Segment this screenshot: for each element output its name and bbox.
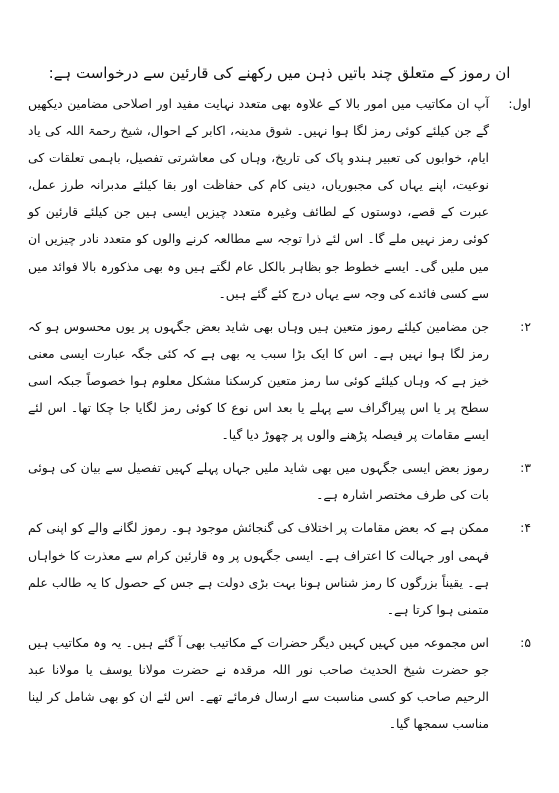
item-text: اس مجموعہ میں کہیں کہیں دیگر حضرات کے مکاتیب بھی آ گئے ہیں۔ یہ وہ مکاتیب ہیں جو حضرت شیخ الحدیث صاحب نور اللہ مرقدہ نے حضرت مولانا یوسف یا مولانا عبد الرحیم صاحب کو کسی مناسبت سے ارسال فرمائے تھے۔ اس لئے ان کو بھی شامل کر لینا مناسب سمجھا گیا۔ (28, 634, 489, 732)
item-text: جن مضامین کیلئے رموز متعین ہیں وہاں بھی شاید بعض جگہوں پر یوں محسوس ہو کہ رمز لگا ہوا نہیں ہے۔ اس کا ایک بڑا سبب یہ بھی ہے کہ کئی جگہ عبارت ایسی معنی خیز ہے کہ وہاں کیلئے کوئی سا رمز متعین کرسکنا مشکل معلوم ہوا خصوصاً جبکہ اسی سطح پر یا اس پیراگراف سے پہلے یا بعد اس نوع کا کوئی رمز لگایا جا چکا تھا۔ اس لئے ایسے مقامات پر فیصلہ پڑھنے والوں پر چھوڑ دیا گیا۔ (28, 318, 489, 443)
list-item-3 (28, 454, 531, 508)
item-number: ۵: (520, 634, 531, 650)
item-text: ممکن ہے کہ بعض مقامات پر اختلاف کی گنجائش موجود ہو۔ رموز لگانے والے کو اپنی کم فہمی اور جہالت کا اعتراف ہے۔ ایسی جگہوں پر وہ قارئین کرام سے معذرت کا خواہاں ہے۔ یقیناً بزرگوں کا رمز شناس ہونا بہت بڑی دولت ہے جس کے حصول کا یہ طالب علم متمنی ہوا کرتا ہے۔ (28, 520, 489, 617)
list-item-5 (28, 629, 531, 737)
item-number: ۲: (520, 318, 531, 334)
item-number: اول: (508, 96, 531, 111)
item-number: ۳: (520, 460, 531, 476)
item-number: ۴: (520, 520, 531, 536)
item-text: رموز بعض ایسی جگہوں میں بھی شاید ملیں جہاں پہلے کہیں تفصیل سے بیان کی ہوئی بات کی طرف مختصر اشارہ ہے۔ (28, 460, 489, 503)
page-heading: ان رموز کے متعلق چند باتیں ذہن میں رکھنے کی قارئین سے درخواست ہے: (48, 64, 511, 82)
item-text: آپ ان مکاتیب میں امور بالا کے علاوہ بھی متعدد نہایت مفید اور اصلاحی مضامین دیکھیں گے جن کیلئے کوئی رمز لگا ہوا نہیں۔ شوق مدینہ، اکابر کے احوال، شیخ رحمۃ اللہ کی یاد ایام، خوابوں کی تعبیر ہندو پاک کی تاریخ، وہاں کی معاشرتی تفصیل، باہمی تعلقات کی نوعیت، اپنے یہاں کی مجبوریاں، دینی کام کی حفاظت اور بقا کیلئے مدبرانہ طرز عمل، عبرت کے قصے، دوستوں کے لطائف وغیرہ متعدد چیزیں ایسی ہیں جن کیلئے قارئین کو کوئی رمز نہیں ملے گا۔ اس لئے ذرا توجہ سے مطالعہ کرنے والوں کو متعدد نادر چیزیں ان میں ملیں گی۔ ایسے خطوط جو بظاہر بالکل عام لگتے ہیں وہ بھی مذکورہ بالا فوائد میں سے کسی فائدے کی وجہ سے یہاں درج کئے گئے ہیں۔ (28, 96, 489, 301)
list-item-2 (28, 313, 531, 448)
list-item-4 (28, 514, 531, 622)
list-item-1 (28, 90, 531, 307)
